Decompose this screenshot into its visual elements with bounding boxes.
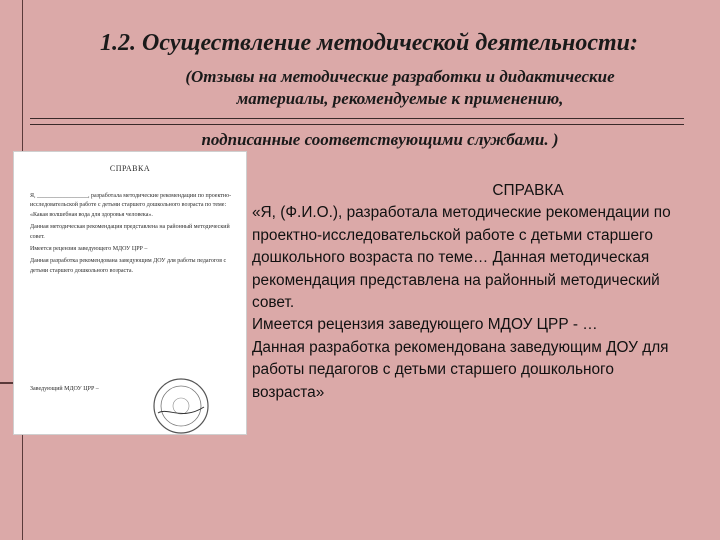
horizontal-rule-top <box>30 118 684 119</box>
doc-paragraph: Я, _________________, разработала методические рекомендации по проектно-исследовательской работе с детьми старшего дошкольного возраста по теме: «Какая волшебная вода для здоровья человека». <box>30 193 232 218</box>
main-paragraph: Данная разработка рекомендована заведующим ДОУ для работы педагогов с детьми старшего дошкольного возраста» <box>252 338 669 401</box>
slide-title: 1.2. Осуществление методической деятельности: <box>100 30 638 56</box>
main-heading: СПРАВКА <box>492 182 564 199</box>
doc-body <box>30 192 234 279</box>
doc-paragraph: Имеется рецензия заведующего МДОУ ЦРР – <box>30 246 148 253</box>
doc-paragraph: Данная методическая рекомендация представлена на районный методический совет. <box>30 224 230 240</box>
doc-signature-line: Заведующий МДОУ ЦРР – <box>30 386 99 392</box>
subtitle-line-2: материалы, рекомендуемые к применению, <box>236 89 564 108</box>
main-text-block <box>252 180 684 404</box>
doc-paragraph: Данная разработка рекомендована заведующим ДОУ для работы педагогов с детьми старшего дошкольного возраста. <box>30 258 227 274</box>
stamp-seal-icon <box>152 377 210 434</box>
subtitle-line-1: (Отзывы на методические разработки и дидактические <box>185 67 615 86</box>
slide-subtitle <box>120 66 680 110</box>
subtitle-line-3: подписанные соответствующими службами. ) <box>201 130 559 149</box>
scanned-document-image <box>14 152 246 434</box>
horizontal-rule-bottom <box>30 124 684 125</box>
doc-title: СПРАВКА <box>109 164 151 173</box>
main-paragraph: Имеется рецензия заведующего МДОУ ЦРР - … <box>252 316 598 334</box>
main-paragraph: «Я, (Ф.И.О.), разработала методические рекомендации по проектно-исследовательской работе с детьми старшего дошкольного возраста по теме… Данная методическая рекомендация представлена на районный методический совет. <box>252 204 671 312</box>
